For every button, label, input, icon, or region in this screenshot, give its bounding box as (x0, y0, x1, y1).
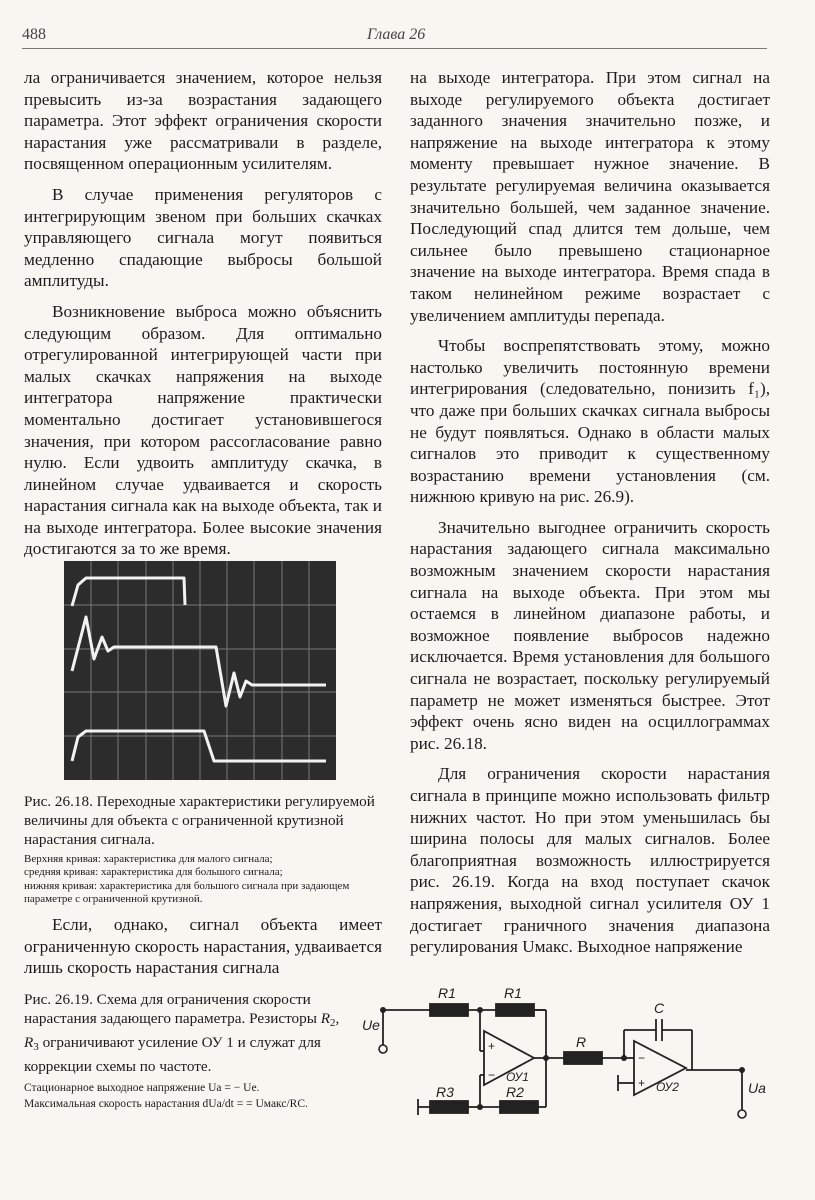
label-r: R (576, 1034, 587, 1050)
subscript: 3 (33, 1041, 39, 1053)
label-ou2: ОУ2 (656, 1080, 679, 1094)
page-header (22, 26, 767, 49)
paragraph: Для ограничения скорости нарастания сигнала в принципе можно использовать фильтр нижних частот. Но при этом уменьшилась бы ширина полосы для малых сигналов. Более благоприятная возможность иллюстрируется рис. 26.19. Когда на вход поступает скачок напряжения, выходной сигнал усилителя ОУ 1 достигает граничного значения диапазона регулирования Uмакс. Выходное напряжение (410, 764, 770, 957)
paragraph: Возникновение выброса можно объяснить следующим образом. Для оптимально отрегулированной интегрирующей части при малых скачках напряжения на выходе интегратора напряжение практически моментально достигает установившегося значения, при котором рассогласование равно нулю. Если удвоить амплитуду скачка, в линейном случае удваивается и скорость нарастания сигнала как на выходе объекта, так и на выходе интегратора. Более высокие значения достигаются за то же время. (24, 301, 382, 559)
label-plus-ou2: + (638, 1076, 646, 1090)
left-continuation-paragraph: Если, однако, сигнал объекта имеет ограниченную скорость нарастания, удваивается лишь скорость нарастания сигнала (24, 915, 382, 978)
paragraph: на выходе интегратора. При этом сигнал на выходе регулируемого объекта достигает заданного значения значительно позже, и напряжение на выходе интегратора к этому моменту превышает нужное значение. В результате регулируемая величина оказывается значительно большей, чем заданное значение. Последующий спад длится тем дольше, чем сильнее было превышено стационарное значение на выходе интегратора. Время спада в таком нелинейном режиме возрастает с увеличением амплитуды перепада. (410, 68, 770, 325)
chapter-title: Глава 26 (367, 26, 426, 43)
label-r3: R3 (436, 1084, 454, 1100)
caption-notes (24, 853, 382, 906)
paragraph: Чтобы воспрепятствовать этому, можно настолько увеличить постоянную времени интегрирования (следовательно, понизить f₁), что даже при больших скачках сигнала выбросы не будут появляться. Однако в области малых сигналов это приводит к существенному возрастанию времени установления (см. нижнюю кривую на рис. 26.9). (410, 336, 770, 507)
caption-note: нижняя кривая: характеристика для большого сигнала при задающем параметре с ограниченной крутизной. (24, 879, 350, 905)
figure-26-18-caption (24, 792, 382, 906)
caption-note: Максимальная скорость нарастания dUa/dt = = Uмакс/RC. (24, 1097, 308, 1110)
label-r2: R2 (506, 1084, 524, 1100)
caption-text: Рис. 26.18. Переходные характеристики регулируемой величины для объекта с ограниченной крутизной нарастания сигнала. (24, 793, 375, 848)
label-r1: R1 (438, 985, 456, 1001)
label-minus-ou1: − (488, 1068, 496, 1082)
left-column (24, 67, 382, 560)
caption-note: средняя кривая: характеристика для большого сигнала; (24, 866, 283, 879)
caption-note: Верхняя кривая: характеристика для малого сигнала; (24, 853, 273, 865)
figure-26-19-caption (24, 990, 342, 1111)
resistor-symbol: R (24, 1034, 34, 1051)
caption-part: ограничивают усиление ОУ 1 и служат для коррекции схемы по частоте. (24, 1034, 321, 1075)
label-ua: Ua (748, 1080, 766, 1096)
subscript: 2 (330, 1017, 336, 1029)
caption-part: Рис. 26.19. Схема для ограничения скорости нарастания задающего параметра. Резисторы (24, 991, 321, 1027)
label-ou1: ОУ1 (506, 1070, 529, 1084)
label-c: C (654, 1000, 665, 1016)
page-number: 488 (22, 26, 46, 43)
label-minus-ou2: − (638, 1051, 646, 1065)
caption-part: , (335, 1010, 340, 1027)
oscillogram-photo (64, 561, 336, 780)
paragraph: Значительно выгоднее ограничить скорость нарастания задающего сигнала максимально возможным значением скорости нарастания сигнала на выходе объекта. При этом мы остаемся в линейном диапазоне работы, и возможное появление выбросов надежно исключается. Время установления для большого сигнала не возрастает, поскольку регулируемый параметр не может изменяться быстрее. Этот эффект очень ясно виден на осциллограммах рис. 26.18. (410, 517, 770, 753)
caption-note: Стационарное выходное напряжение Ua = − Ue. (24, 1082, 260, 1094)
label-ue: Ue (362, 1017, 380, 1033)
resistor-symbol: R (320, 1010, 331, 1027)
circuit-diagram (356, 975, 796, 1135)
paragraph: В случае применения регуляторов с интегрирующим звеном при больших скачках управляющего сигнала могут появиться медленно спадающие выбросы большой амплитуды. (24, 184, 382, 291)
caption-text (24, 990, 342, 1076)
paragraph: ла ограничивается значением, которое нельзя превысить из-за возрастания задающего параметра. Этот эффект ограничения скорости нарастания уже рассматривали в разделе, посвященном операционным усилителям. (24, 68, 382, 174)
label-plus-ou1: + (488, 1039, 496, 1053)
label-r1-feedback: R1 (504, 985, 522, 1001)
right-column (410, 67, 770, 958)
